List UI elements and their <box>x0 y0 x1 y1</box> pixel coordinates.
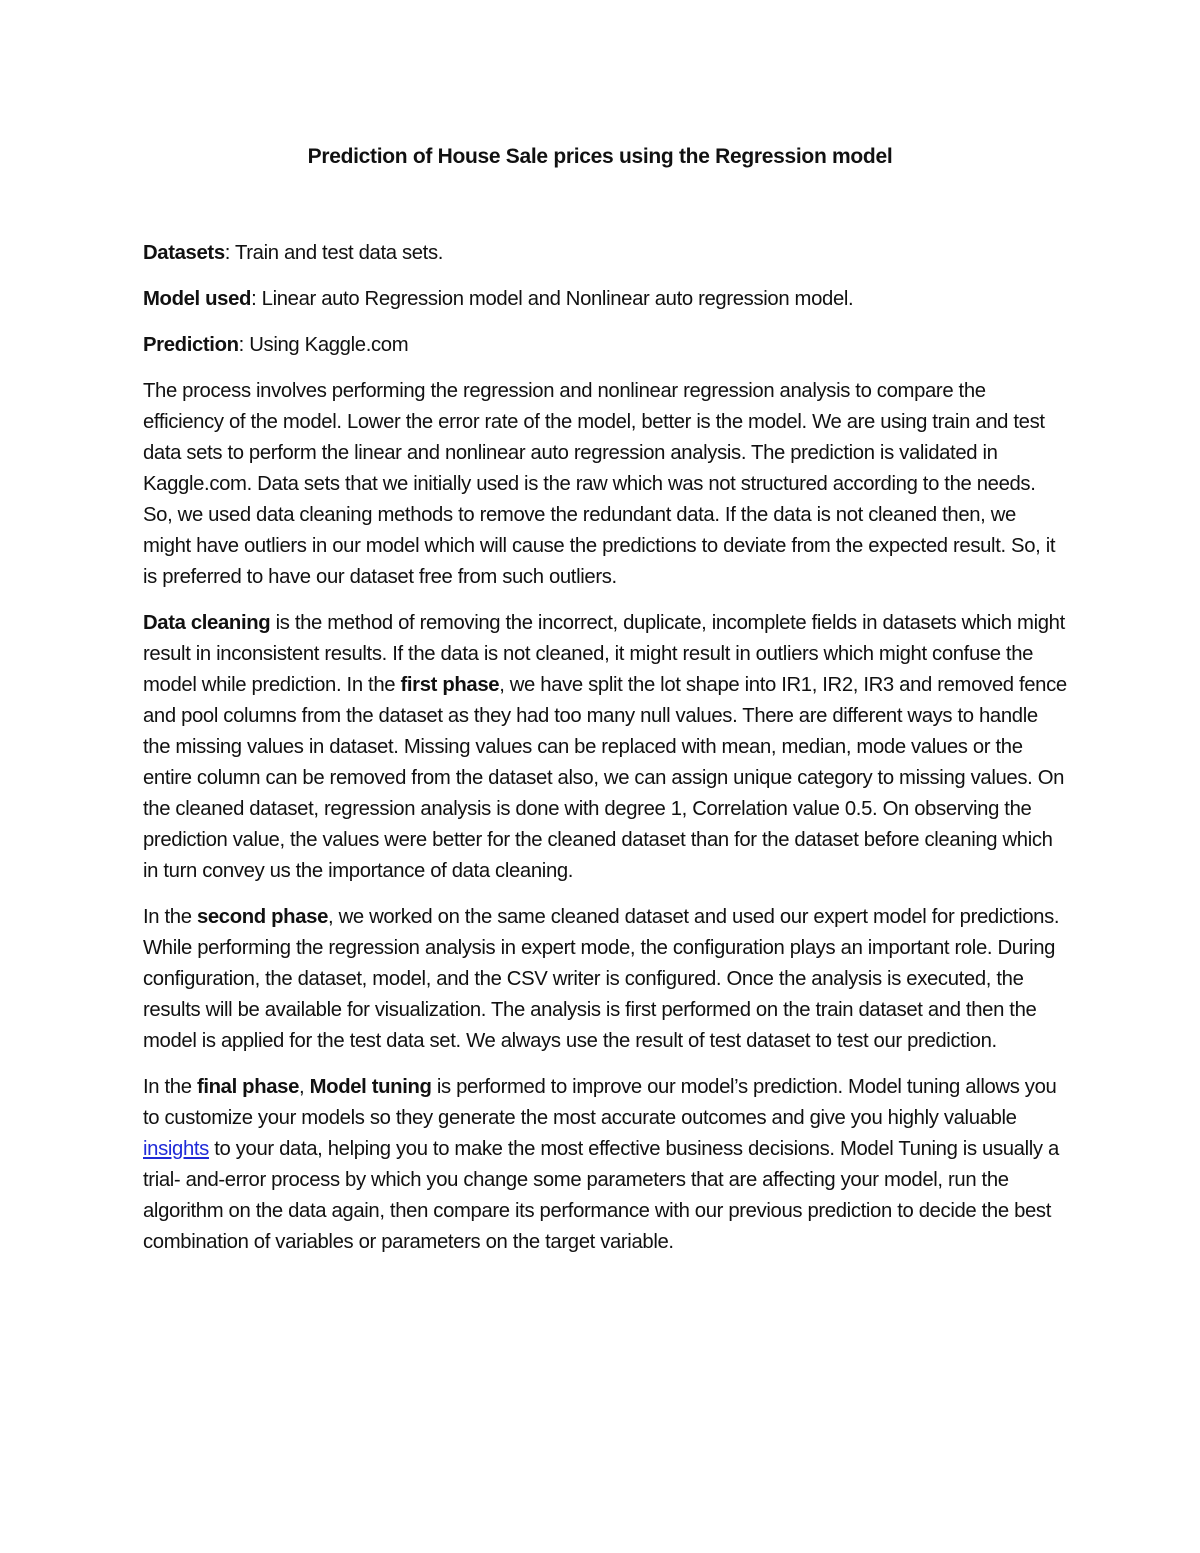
final-phase-paragraph <box>143 1072 1068 1258</box>
datasets-separator: : <box>224 242 235 264</box>
model-used-label: Model used <box>143 288 252 310</box>
model-used-separator: : <box>251 288 262 310</box>
final-phase-text-2: is performed to improve our model’s prediction. Model tuning allows you to customize your models so they generate the most accurate outcomes and give you highly valuable <box>143 1076 1057 1129</box>
prediction-line <box>143 330 1068 361</box>
second-phase-paragraph <box>143 902 1068 1057</box>
final-phase-text-1: In the <box>143 1076 197 1098</box>
second-phase-term: second phase <box>196 906 328 928</box>
data-cleaning-text-2: , we have split the lot shape into IR1, IR2, IR3 and removed fence and pool columns from the dataset as they had too many null values. There are different ways to handle the missing values in dataset. Missing values can be replaced with mean, median, mode values or the entire column can be removed from the dataset also, we can assign unique category to missing values. On the cleaned dataset, regression analysis is done with degree 1, Correlation value 0.5. On observing the prediction value, the values were better for the cleaned dataset than for the dataset before cleaning which in turn convey us the importance of data cleaning. <box>143 674 1067 882</box>
model-used-line <box>143 284 1068 315</box>
prediction-label: Prediction <box>143 334 239 356</box>
first-phase-term: first phase <box>400 674 500 696</box>
process-paragraph: The process involves performing the regression and nonlinear regression analysis to compare the efficiency of the model. Lower the error rate of the model, better is the model. We are using train and test data sets to perform the linear and nonlinear auto regression analysis. The prediction is validated in Kaggle.com. Data sets that we initially used is the raw which was not structured according to the needs. So, we used data cleaning methods to remove the redundant data. If the data is not cleaned then, we might have outliers in our model which will cause the predictions to deviate from the expected result. So, it is preferred to have our dataset free from such outliers. <box>143 380 1056 588</box>
second-phase-text-2: , we worked on the same cleaned dataset and used our expert model for predictions. While performing the regression analysis in expert mode, the configuration plays an important role. During configuration, the dataset, model, and the CSV writer is configured. Once the analysis is executed, the results will be available for visualization. The analysis is first performed on the train dataset and then the model is applied for the test data set. We always use the result of test dataset to test our prediction. <box>143 906 1060 1052</box>
prediction-value: Using Kaggle.com <box>249 334 409 356</box>
datasets-label: Datasets <box>143 242 225 264</box>
final-phase-term: final phase <box>196 1076 300 1098</box>
data-cleaning-text-1: is the method of removing the incorrect, duplicate, incomplete fields in datasets which might result in inconsistent results. If the data is not cleaned, it might result in outliers which might confuse the model while prediction. In the <box>143 612 1065 696</box>
second-phase-text-1: In the <box>143 906 197 928</box>
final-phase-separator: , <box>299 1076 310 1098</box>
data-cleaning-term: Data cleaning <box>143 612 271 634</box>
insights-link[interactable]: insights <box>143 1138 209 1160</box>
model-tuning-term: Model tuning <box>309 1076 432 1098</box>
datasets-value: Train and test data sets. <box>234 242 444 264</box>
document-body <box>143 238 1068 1273</box>
datasets-line <box>143 238 1068 269</box>
prediction-separator: : <box>238 334 250 356</box>
data-cleaning-paragraph <box>143 608 1068 887</box>
final-phase-text-3: to your data, helping you to make the most effective business decisions. Model Tuning is usually a trial- and-error process by which you change some parameters that are affecting your model, run the algorithm on the data again, then compare its performance with our previous prediction to decide the best combination of variables or parameters on the target variable. <box>143 1138 1059 1253</box>
document-title: Prediction of House Sale prices using the Regression model <box>307 145 893 168</box>
model-used-value: Linear auto Regression model and Nonlinear auto regression model. <box>261 288 854 310</box>
